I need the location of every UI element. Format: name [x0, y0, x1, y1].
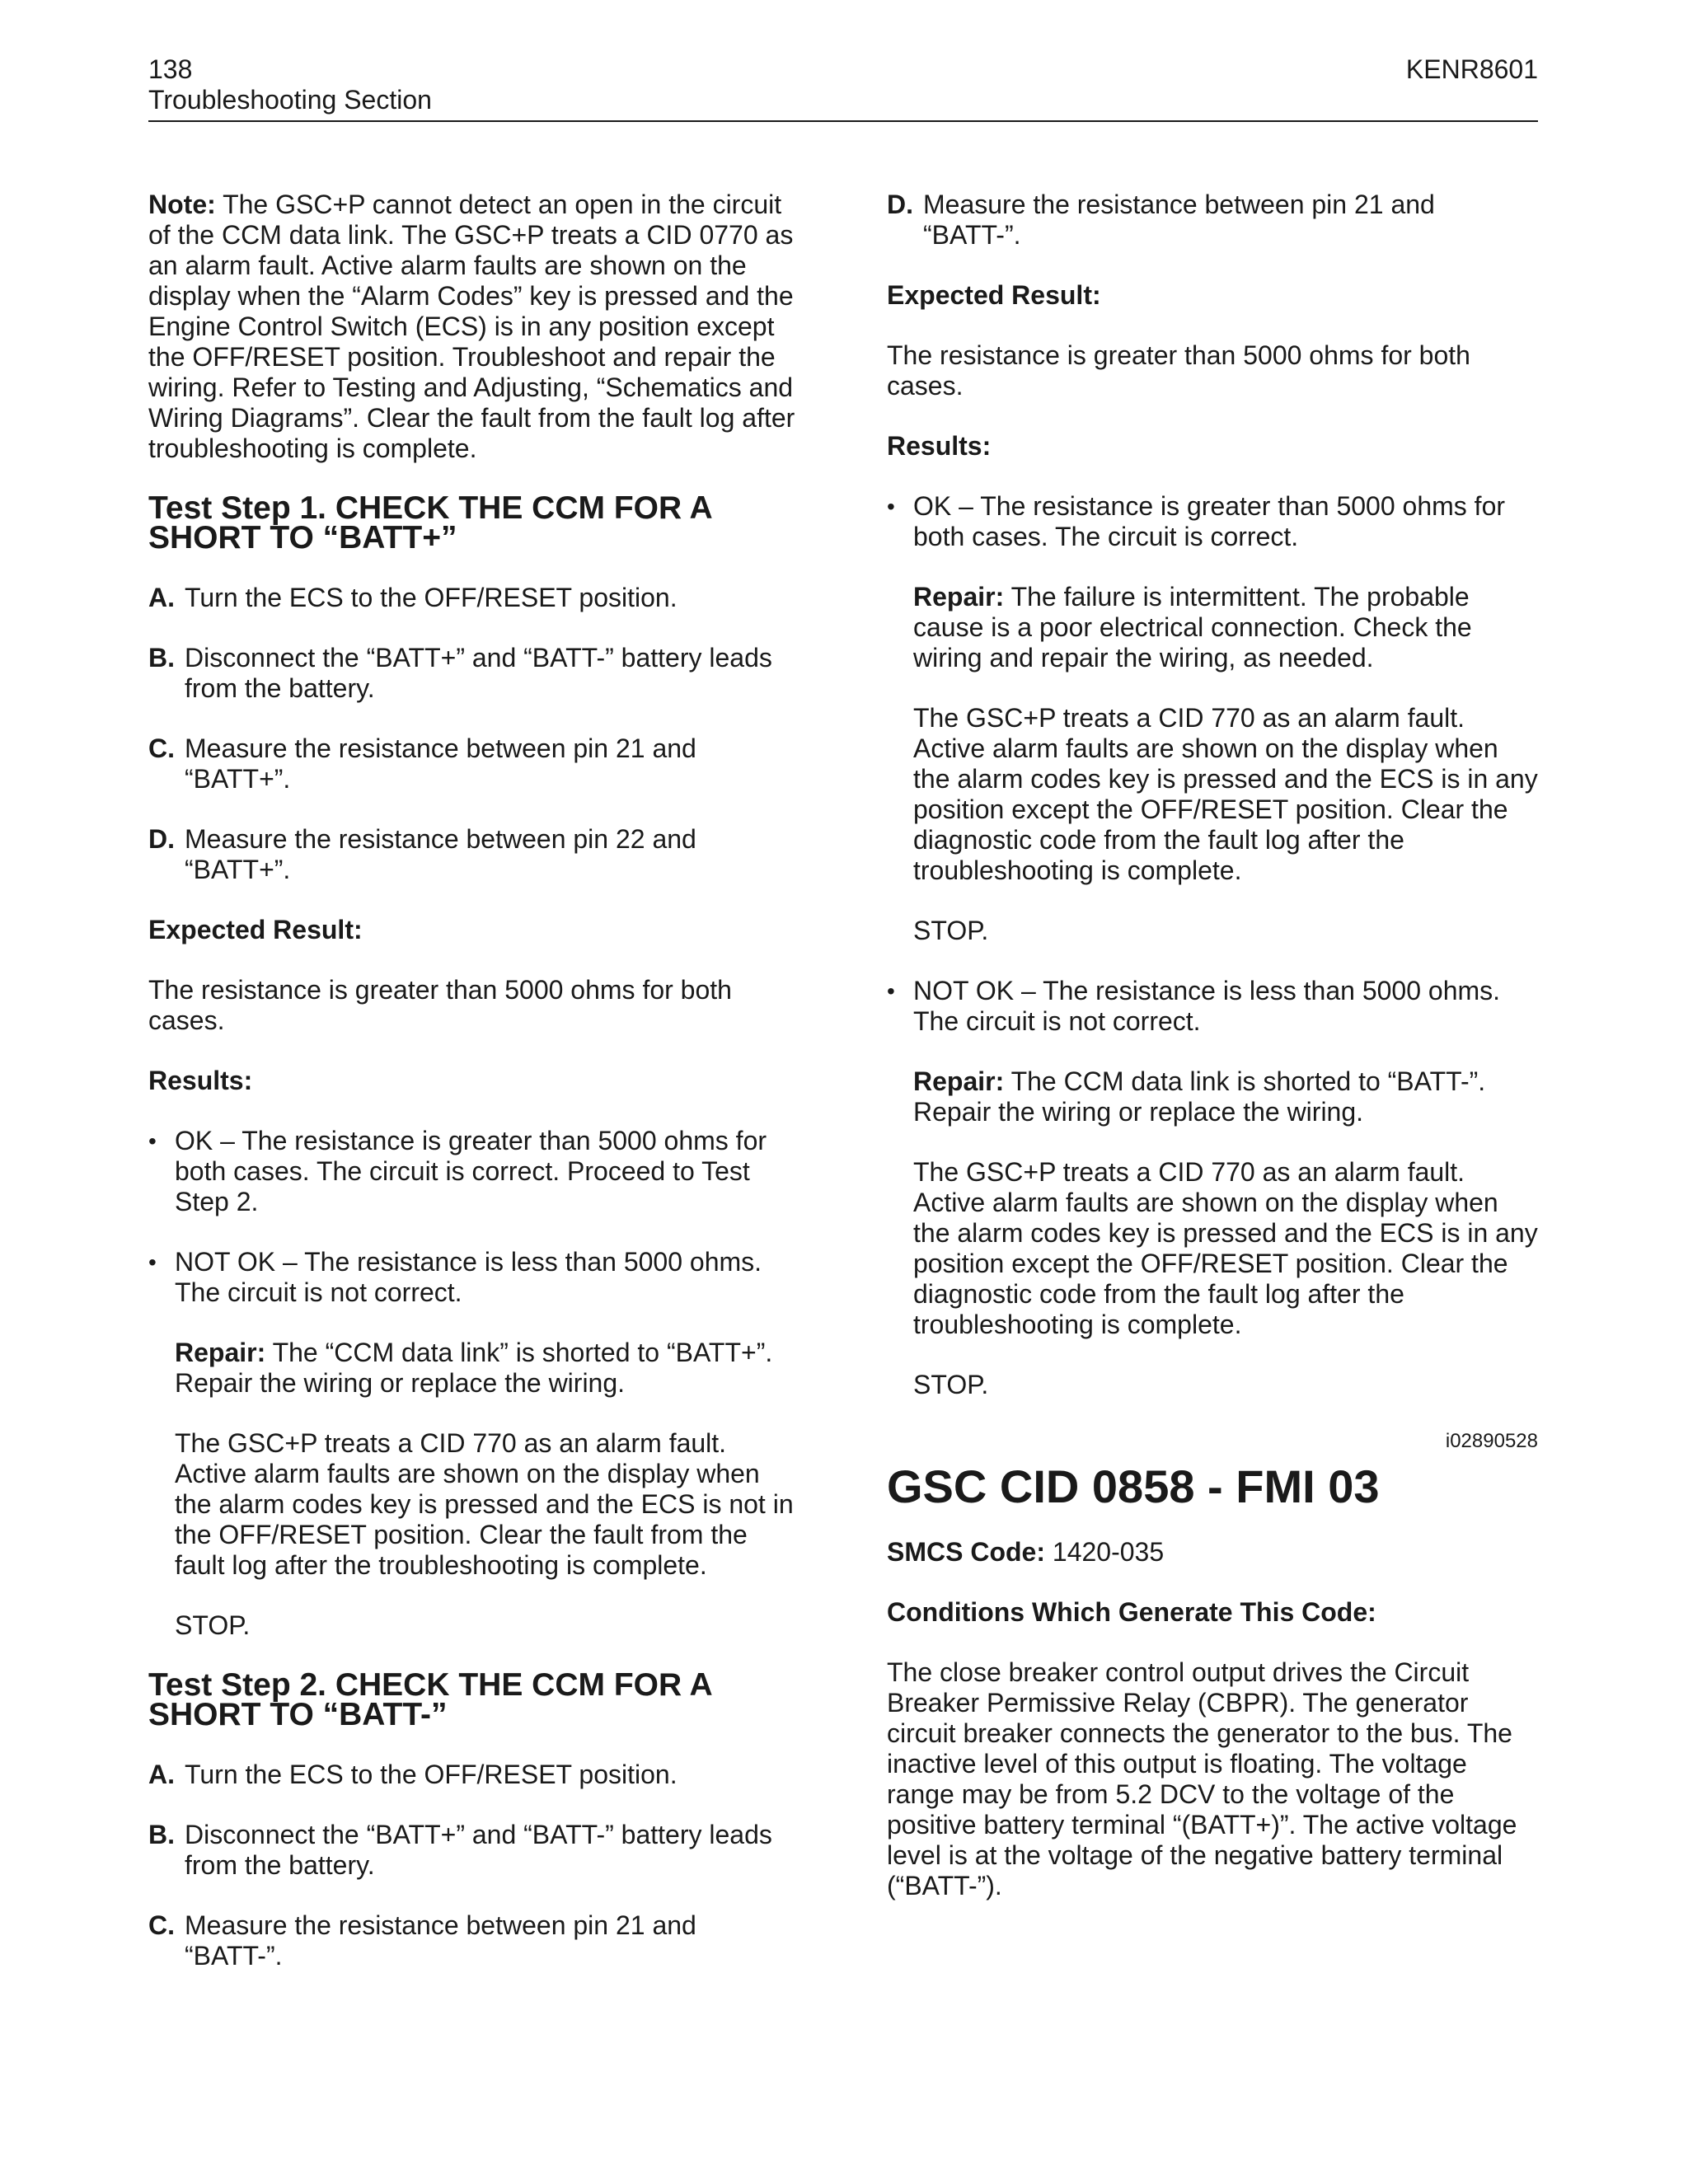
document-id: KENR8601 [1405, 54, 1538, 84]
repair-text: The CCM data link is shorted to “BATT-”. Repair the wiring or replace the wiring. [913, 1066, 1486, 1127]
repair-label: Repair: [175, 1338, 266, 1367]
smcs-value: 1420-035 [1045, 1537, 1165, 1567]
result-ok [148, 1126, 799, 1217]
repair-paragraph [913, 582, 1538, 673]
stop-text: STOP. [913, 1370, 989, 1399]
note-paragraph [148, 190, 799, 464]
test-step-1-heading: Test Step 1. CHECK THE CCM FOR A SHORT TO “BATT+” [148, 490, 712, 555]
repair-text: The failure is intermittent. The probable cause is a poor electrical connection. Check the wiring and repair the wiring, as needed. [913, 582, 1472, 673]
result-text: NOT OK – The resistance is less than 5000 ohms. The circuit is not correct. [913, 976, 1501, 1036]
step-letter: D. [148, 824, 175, 854]
stop-text: STOP. [175, 1610, 251, 1640]
stop-text: STOP. [913, 916, 989, 945]
smcs-code [887, 1537, 1538, 1568]
repair-label: Repair: [913, 1066, 1005, 1096]
step-letter: B. [148, 643, 175, 673]
section-name: Troubleshooting Section [148, 85, 432, 115]
note-text: The GSC+P cannot detect an open in the circuit of the CCM data link. The GSC+P treats a CID 0770 as an alarm fault. Active alarm faults are shown on the display when the “Alarm Codes” key is pressed and the Engine Control Switch (ECS) is in any position except the OFF/RESET position. Troubleshoot and repair the wiring. Refer to Testing and Adjusting, “Schematics and Wiring Diagrams”. Clear the fault from the fault log after troubleshooting is complete. [148, 190, 795, 463]
step1-c [148, 733, 799, 794]
repair-paragraph [913, 1066, 1538, 1127]
result-ok [887, 491, 1538, 552]
step-text: Measure the resistance between pin 22 and “BATT+”. [185, 824, 696, 884]
result-text: OK – The resistance is greater than 5000 ohms for both cases. The circuit is correct. [913, 491, 1506, 551]
step-text: Measure the resistance between pin 21 and “BATT+”. [185, 733, 696, 794]
conditions-label: Conditions Which Generate This Code: [887, 1597, 1376, 1627]
step-text: Turn the ECS to the OFF/RESET position. [185, 583, 678, 612]
alarm-fault-paragraph: The GSC+P treats a CID 770 as an alarm fault. Active alarm faults are shown on the display when the alarm codes key is pressed and the ECS is not in the OFF/RESET position. Clear the fault from the fault log after the troubleshooting is complete. [175, 1428, 794, 1580]
bullet-icon: • [148, 1128, 157, 1154]
repair-paragraph [175, 1338, 799, 1399]
left-column [148, 190, 799, 2001]
repair-text: The “CCM data link” is shorted to “BATT+”. Repair the wiring or replace the wiring. [175, 1338, 773, 1398]
results-label: Results: [148, 1066, 253, 1095]
step2-c [148, 1910, 799, 1971]
bullet-icon: • [148, 1249, 157, 1275]
expected-result-text: The resistance is greater than 5000 ohms for both cases. [148, 975, 732, 1035]
step-text: Measure the resistance between pin 21 and “BATT-”. [185, 1910, 696, 1971]
bullet-icon: • [887, 494, 895, 519]
reference-id: i02890528 [1445, 1430, 1538, 1452]
step1-b [148, 643, 799, 704]
step-letter: C. [148, 1910, 175, 1940]
conditions-text: The close breaker control output drives the Circuit Breaker Permissive Relay (CBPR). The generator circuit breaker connects the generator to the bus. The inactive level of this output is floating. The voltage range may be from 5.2 DCV to the voltage of the positive battery terminal “(BATT+)”. The active voltage level is at the voltage of the negative battery terminal (“BATT-”). [887, 1657, 1517, 1900]
smcs-label: SMCS Code: [887, 1537, 1045, 1567]
expected-result-text: The resistance is greater than 5000 ohms for both cases. [887, 340, 1470, 401]
step1-d [148, 824, 799, 885]
result-text: NOT OK – The resistance is less than 5000 ohms. The circuit is not correct. [175, 1247, 762, 1307]
step1-a [148, 583, 799, 613]
section-title: GSC CID 0858 - FMI 03 [887, 1460, 1380, 1512]
page-header-left [148, 54, 432, 115]
result-not-ok [887, 976, 1538, 1037]
step2-b [148, 1820, 799, 1881]
step2-a [148, 1760, 799, 1790]
step-letter: D. [887, 190, 913, 219]
step2-d [887, 190, 1538, 251]
step-text: Disconnect the “BATT+” and “BATT-” battery leads from the battery. [185, 643, 772, 703]
test-step-2-heading: Test Step 2. CHECK THE CCM FOR A SHORT TO “BATT-” [148, 1667, 712, 1732]
step-text: Disconnect the “BATT+” and “BATT-” battery leads from the battery. [185, 1820, 772, 1880]
step-letter: A. [148, 1760, 175, 1789]
step-letter: A. [148, 583, 175, 612]
right-column [887, 190, 1538, 1931]
note-label: Note: [148, 190, 216, 219]
step-text: Measure the resistance between pin 21 and “BATT-”. [923, 190, 1435, 250]
step-text: Turn the ECS to the OFF/RESET position. [185, 1760, 678, 1789]
expected-result-label: Expected Result: [887, 280, 1101, 310]
alarm-fault-paragraph: The GSC+P treats a CID 770 as an alarm fault. Active alarm faults are shown on the display when the alarm codes key is pressed and the ECS is in any position except the OFF/RESET position. Clear the diagnostic code from the fault log after the troubleshooting is complete. [913, 703, 1538, 885]
bullet-icon: • [887, 978, 895, 1004]
result-not-ok [148, 1247, 799, 1308]
results-label: Results: [887, 431, 992, 461]
step-letter: C. [148, 733, 175, 763]
step-letter: B. [148, 1820, 175, 1849]
alarm-fault-paragraph: The GSC+P treats a CID 770 as an alarm fault. Active alarm faults are shown on the display when the alarm codes key is pressed and the ECS is in any position except the OFF/RESET position. Clear the diagnostic code from the fault log after the troubleshooting is complete. [913, 1157, 1538, 1339]
expected-result-label: Expected Result: [148, 915, 363, 944]
page-number: 138 [148, 54, 193, 84]
result-text: OK – The resistance is greater than 5000 ohms for both cases. The circuit is correct. Proceed to Test Step 2. [175, 1126, 767, 1216]
header-rule [148, 120, 1538, 122]
repair-label: Repair: [913, 582, 1005, 612]
